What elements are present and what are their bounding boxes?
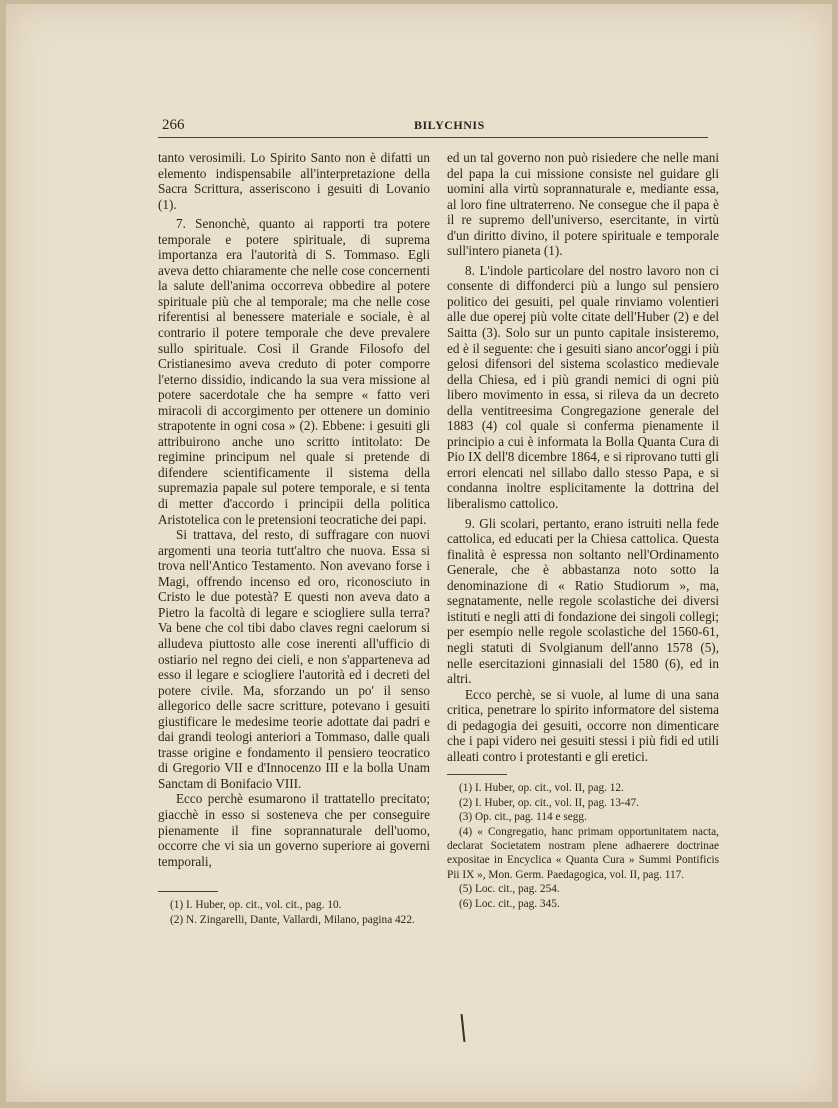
paragraph: Ecco perchè esumarono il trattatello precitato; giacchè in esso si sosteneva che per conseguire pienamente il fine soprannaturale dell'uomo, occorre che vi sia un governo superiore ai governi temporali, [158, 791, 430, 869]
footnotes [447, 781, 719, 911]
footnote: (1) I. Huber, op. cit., vol. cit., pag. 10. [170, 899, 342, 912]
running-title: BILYCHNIS [414, 118, 485, 132]
footnote: (4) « Congregatio, hanc primam opportunitatem nacta, declarat Societatem nostram plene adhaerere doctrinae expositae in Encyclica « Quanta Cura » Summi Pontificis Pii IX », Mon. Germ. Paedagogica, vol. II, pag. 117. [447, 825, 719, 881]
paragraph: Ecco perchè, se si vuole, al lume di una sana critica, penetrare lo spirito informatore del sistema di pedagogia dei gesuiti, occorre non dimenticare che i papi videro nei gesuiti stessi i più fidi ed utili alleati contro i protestanti e gli eretici. [447, 686, 719, 764]
footnote: (2) N. Zingarelli, Dante, Vallardi, Milano, pagina 422. [170, 913, 415, 926]
right-column [447, 150, 719, 911]
left-column [158, 150, 430, 927]
footnote: (3) Op. cit., pag. 114 e segg. [459, 811, 587, 824]
footnote-rule [447, 774, 507, 775]
page-header [158, 117, 708, 138]
footnote-rule [158, 891, 218, 892]
paragraph: tanto verosimili. Lo Spirito Santo non è difatti un elemento indispensabile all'interpretazione della Sacra Scrittura, asseriscono i gesuiti di Lovanio (1). [158, 150, 430, 212]
footnote: (2) I. Huber, op. cit., vol. II, pag. 13-47. [459, 796, 639, 809]
footnote: (1) I. Huber, op. cit., vol. II, pag. 12. [459, 782, 624, 795]
page-number: 266 [162, 117, 185, 133]
footnote: (6) Loc. cit., pag. 345. [459, 897, 560, 910]
paragraph: ed un tal governo non può risiedere che nelle mani del papa la cui missione consiste nel guidare gli uomini alla virtù soprannaturale e, mediante essa, al loro fine ultraterreno. Ne consegue che il papa è il re supremo dell'universo, esercitante, in virtù d'un diritto divino, il potere spirituale e temporale sull'intero pianeta (1). [447, 150, 719, 259]
paragraph: Si trattava, del resto, di suffragare con nuovi argomenti una teoria tutt'altro che nuova. Essa si trova nell'Antico Testamento. Non avevano forse i Magi, offrendo incenso ed oro, riconosciuto in Cristo le due potestà? E questi non aveva dato a Pietro la facoltà di legare e sciogliere sulla terra? Va bene che col tibi dabo claves regni caelorum si alludeva piuttosto alle cose inerenti all'ufficio di ostiario nel regno dei cieli, e non s'apparteneva ad esso il legare e sciogliere l'autorità ed i decreti del potere civile. Ma, sforzando un po' il senso allegorico delle sacre scritture, potevano i gesuiti giustificare le medesime teorie adottate dai padri e dai grandi teologi anteriori a Tommaso, dalle quali trasse origine e fondamento il pensiero teocratico di Gregorio VII e d'Innocenzo III e la bolla Unam Sanctam di Bonifacio VIII. [158, 527, 430, 791]
paragraph: 9. Gli scolari, pertanto, erano istruiti nella fede cattolica, ed educati per la Chiesa cattolica. Questa finalità è espressa non soltanto nell'Ordinamento Generale, che è abbastanza noto sotto la denominazione di « Ratio Studiorum », ma, segnatamente, nelle regole scolastiche dei diversi istituti e negli atti di fondazione dei singoli collegi; per esempio nelle regole scolastiche del 1560-61, negli statuti di Svolgianum dell'anno 1578 (5), nelle esercitazioni ginnasiali del 1580 (6), ed in altri. [447, 515, 719, 687]
footnote: (5) Loc. cit., pag. 254. [459, 883, 560, 896]
paragraph: 8. L'indole particolare del nostro lavoro non ci consente di diffonderci più a lungo sul pensiero politico dei gesuiti, pel quale rinviamo volentieri alle due operej più volte citate dell'Huber (2) e del Saitta (3). Solo sur un punto capitale insisteremo, ed è il seguente: che i gesuiti siano ancor'oggi i più gelosi difensori del sistema scolastico medievale della Chiesa, ed i più grandi nemici di ogni più libero movimento in essa, si rileva da un decreto della ventitreesima Congregazione generale del 1883 (4) col quale si conferma pienamente il principio a cui è informata la Bolla Quanta Cura di Pio IX dell'8 dicembre 1864, e si riprovano tutti gli errori elencati nel sillabo dallo stesso Papa, e si condanna inoltre esplicitamente la dottrina del liberalismo cattolico. [447, 262, 719, 512]
footnotes [158, 898, 430, 927]
paragraph: 7. Senonchè, quanto ai rapporti tra potere temporale e potere spirituale, di suprema importanza era l'autorità di S. Tommaso. Egli aveva detto chiaramente che nelle cose concernenti la salute dell'anima occorreva obbedire al potere spirituale più che al temporale; ma che nelle cose riferentisi al benessere materiale e sociale, è al contrario il potere temporale che deve prevalere sullo spirituale. Così il Grande Filosofo del Cristianesimo aveva creduto di poter comporre l'eterno dissidio, indicando la sua vera missione al potere sacerdotale che ha sempre « fatto veri miracoli di accorgimento per ottenere un dominio strapotente in ogni cosa » (2). Ebbene: i gesuiti gli attribuirono anche uno scritto intitolato: De regimine principum nel quale si pretende di difendere scientificamente il sistema della supremazia papale sul potere temporale, e si tenta di metter d'accordo i principii della politica Aristotelica con le pretensioni teocratiche dei papi. [158, 216, 430, 527]
